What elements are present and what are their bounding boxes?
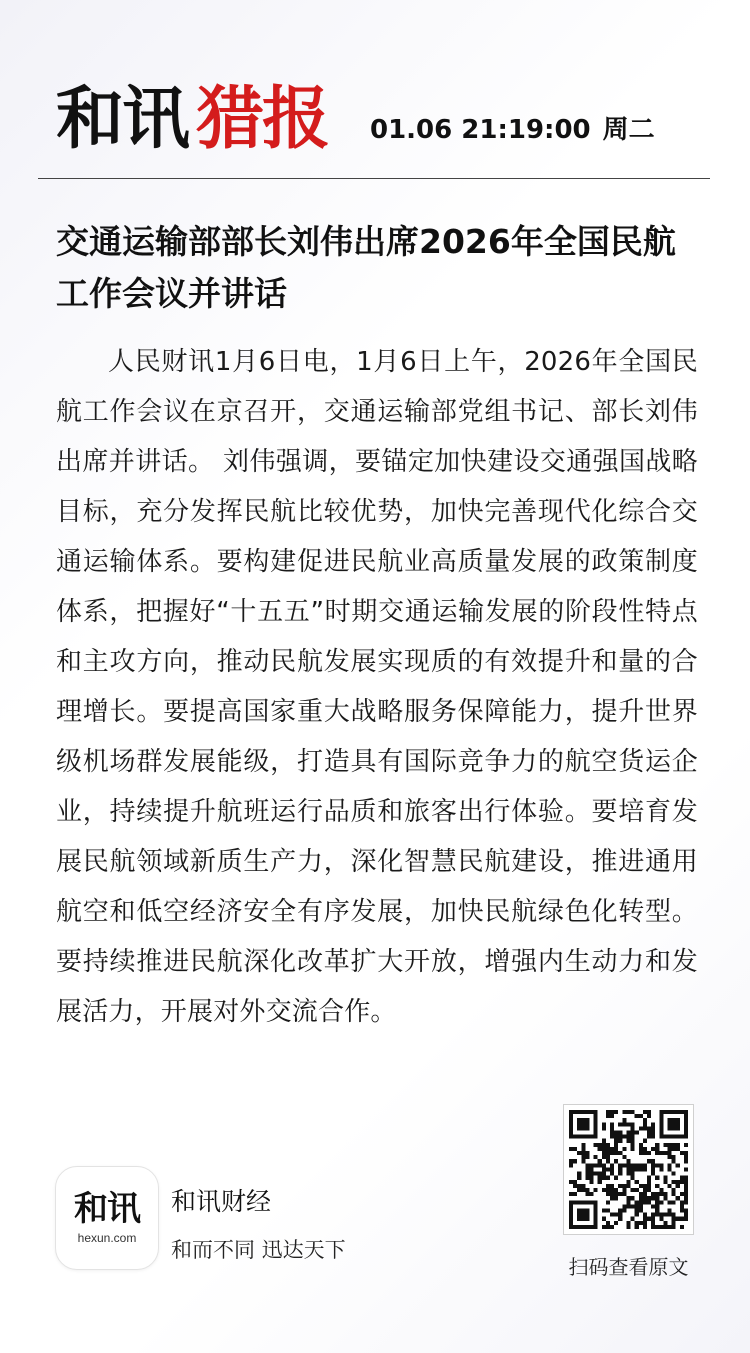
article-body: 人民财讯1月6日电，1月6日上午，2026年全国民航工作会议在京召开，交通运输部党组书记、部长刘伟出席并讲话。 刘伟强调，要锚定加快建设交通强国战略目标，充分发挥民航比较优势，加快完善现代化综合交通运输体系。要构建促进民航业高质量发展的政策制度体系，把握好“十五五”时期交通运输发展的阶段性特点和主攻方向，推动民航发展实现质的有效提升和量的合理增长。要提高国家重大战略服务保障能力，提升世界级机场群发展能级，打造具有国际竞争力的航空货运企业，持续提升航班运行品质和旅客出行体验。要培育发展民航领域新质生产力，深化智慧民航建设，推进通用航空和低空经济安全有序发展，加快民航绿色化转型。要持续推进民航深化改革扩大开放，增强内生动力和发展活力，开展对外交流合作。: [56, 347, 698, 1027]
qr-caption: 扫码查看原文: [568, 1255, 689, 1279]
publish-datetime: [370, 108, 655, 152]
brand-name: 和讯财经: [171, 1187, 272, 1216]
liebao-logo: 猎报: [196, 80, 329, 159]
app-icon-mark: 和讯: [74, 1189, 140, 1229]
article-title: 交通运输部部长刘伟出席2026年全国民航工作会议并讲话: [56, 222, 676, 313]
qr-code-icon[interactable]: [563, 1104, 694, 1235]
app-icon-domain: hexun.com: [77, 1231, 137, 1245]
brand-slogan: 和而不同 迅达天下: [171, 1238, 346, 1262]
publish-time: 01.06 21:19:00: [370, 115, 591, 145]
publish-weekday: 周二: [602, 115, 655, 145]
page-header: [56, 80, 706, 160]
header-divider: [38, 178, 710, 179]
hexun-app-icon: [55, 1166, 159, 1270]
hexun-logo: 和讯: [56, 80, 189, 159]
qr-code-pattern: [569, 1110, 688, 1229]
